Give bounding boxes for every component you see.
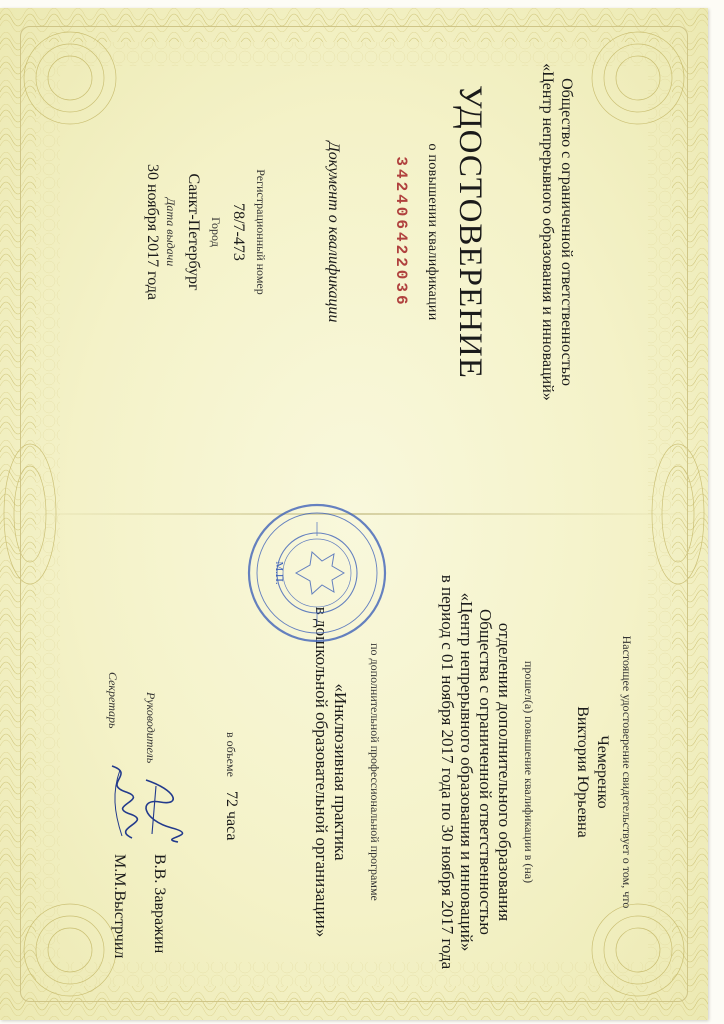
head-name: В.В. Завражин [151, 854, 168, 954]
issue-date: 30 ноября 2017 года [144, 163, 161, 301]
secretary-signature-icon [96, 762, 142, 842]
organization-block [438, 552, 514, 992]
city-label: Город [209, 217, 223, 247]
recipient-name [572, 592, 612, 952]
document-subtitle: о повышении квалификации [425, 143, 440, 321]
program-line-1: «Инклюзивная практика [331, 683, 350, 861]
program-line-2: в дошкольной образовательной организации» [312, 606, 331, 938]
volume-row [222, 732, 240, 840]
reg-number: 78/7-473 [230, 203, 247, 261]
head-label: Руководитель [144, 692, 158, 764]
issue-date-label: Дата выдачи [164, 197, 178, 267]
intro-text: Настоящее удостоверение свидетельствует о том, что [620, 635, 634, 909]
issuer-line-1: Общество с ограниченной ответственностью [558, 78, 575, 386]
secretary-label: Секретарь [106, 672, 120, 729]
volume-label: в объеме [224, 732, 238, 777]
document-type: Документ о квалификации [325, 141, 342, 323]
city: Санкт-Петербург [185, 173, 202, 291]
head-signature-icon [136, 776, 186, 846]
serial-number: 342406422036 [392, 156, 410, 308]
issuer-block [538, 42, 576, 422]
stamp-mp: М.П. [273, 561, 285, 585]
recipient-surname: Чемеренко [594, 735, 611, 809]
document-title: УДОСТОВЕРЕНИЕ [452, 85, 488, 379]
certificate-content [8, 0, 716, 1004]
official-stamp-icon [242, 502, 392, 644]
program-intro: по дополнительной профессиональной программе [368, 643, 382, 901]
registration-block [143, 122, 268, 342]
passed-text: прошел(а) повышение квалификации в (на) [522, 660, 536, 884]
org-line-1: отделении дополнительного образования [495, 622, 514, 922]
issuer-line-2: «Центр непрерывного образования и инноваций» [539, 63, 556, 401]
org-line-2: Общества с ограниченной ответственностью [476, 608, 495, 935]
recipient-given-names: Виктория Юрьевна [574, 706, 591, 838]
study-period: в период с 01 ноября 2017 года по 30 ноября 2017 года [438, 574, 457, 970]
secretary-name: М.М.Выстрчил [111, 854, 128, 959]
org-line-3: «Центр непрерывного образования и инноваций» [457, 592, 476, 952]
reg-number-label: Регистрационный номер [254, 169, 268, 295]
volume-value: 72 часа [223, 790, 240, 841]
